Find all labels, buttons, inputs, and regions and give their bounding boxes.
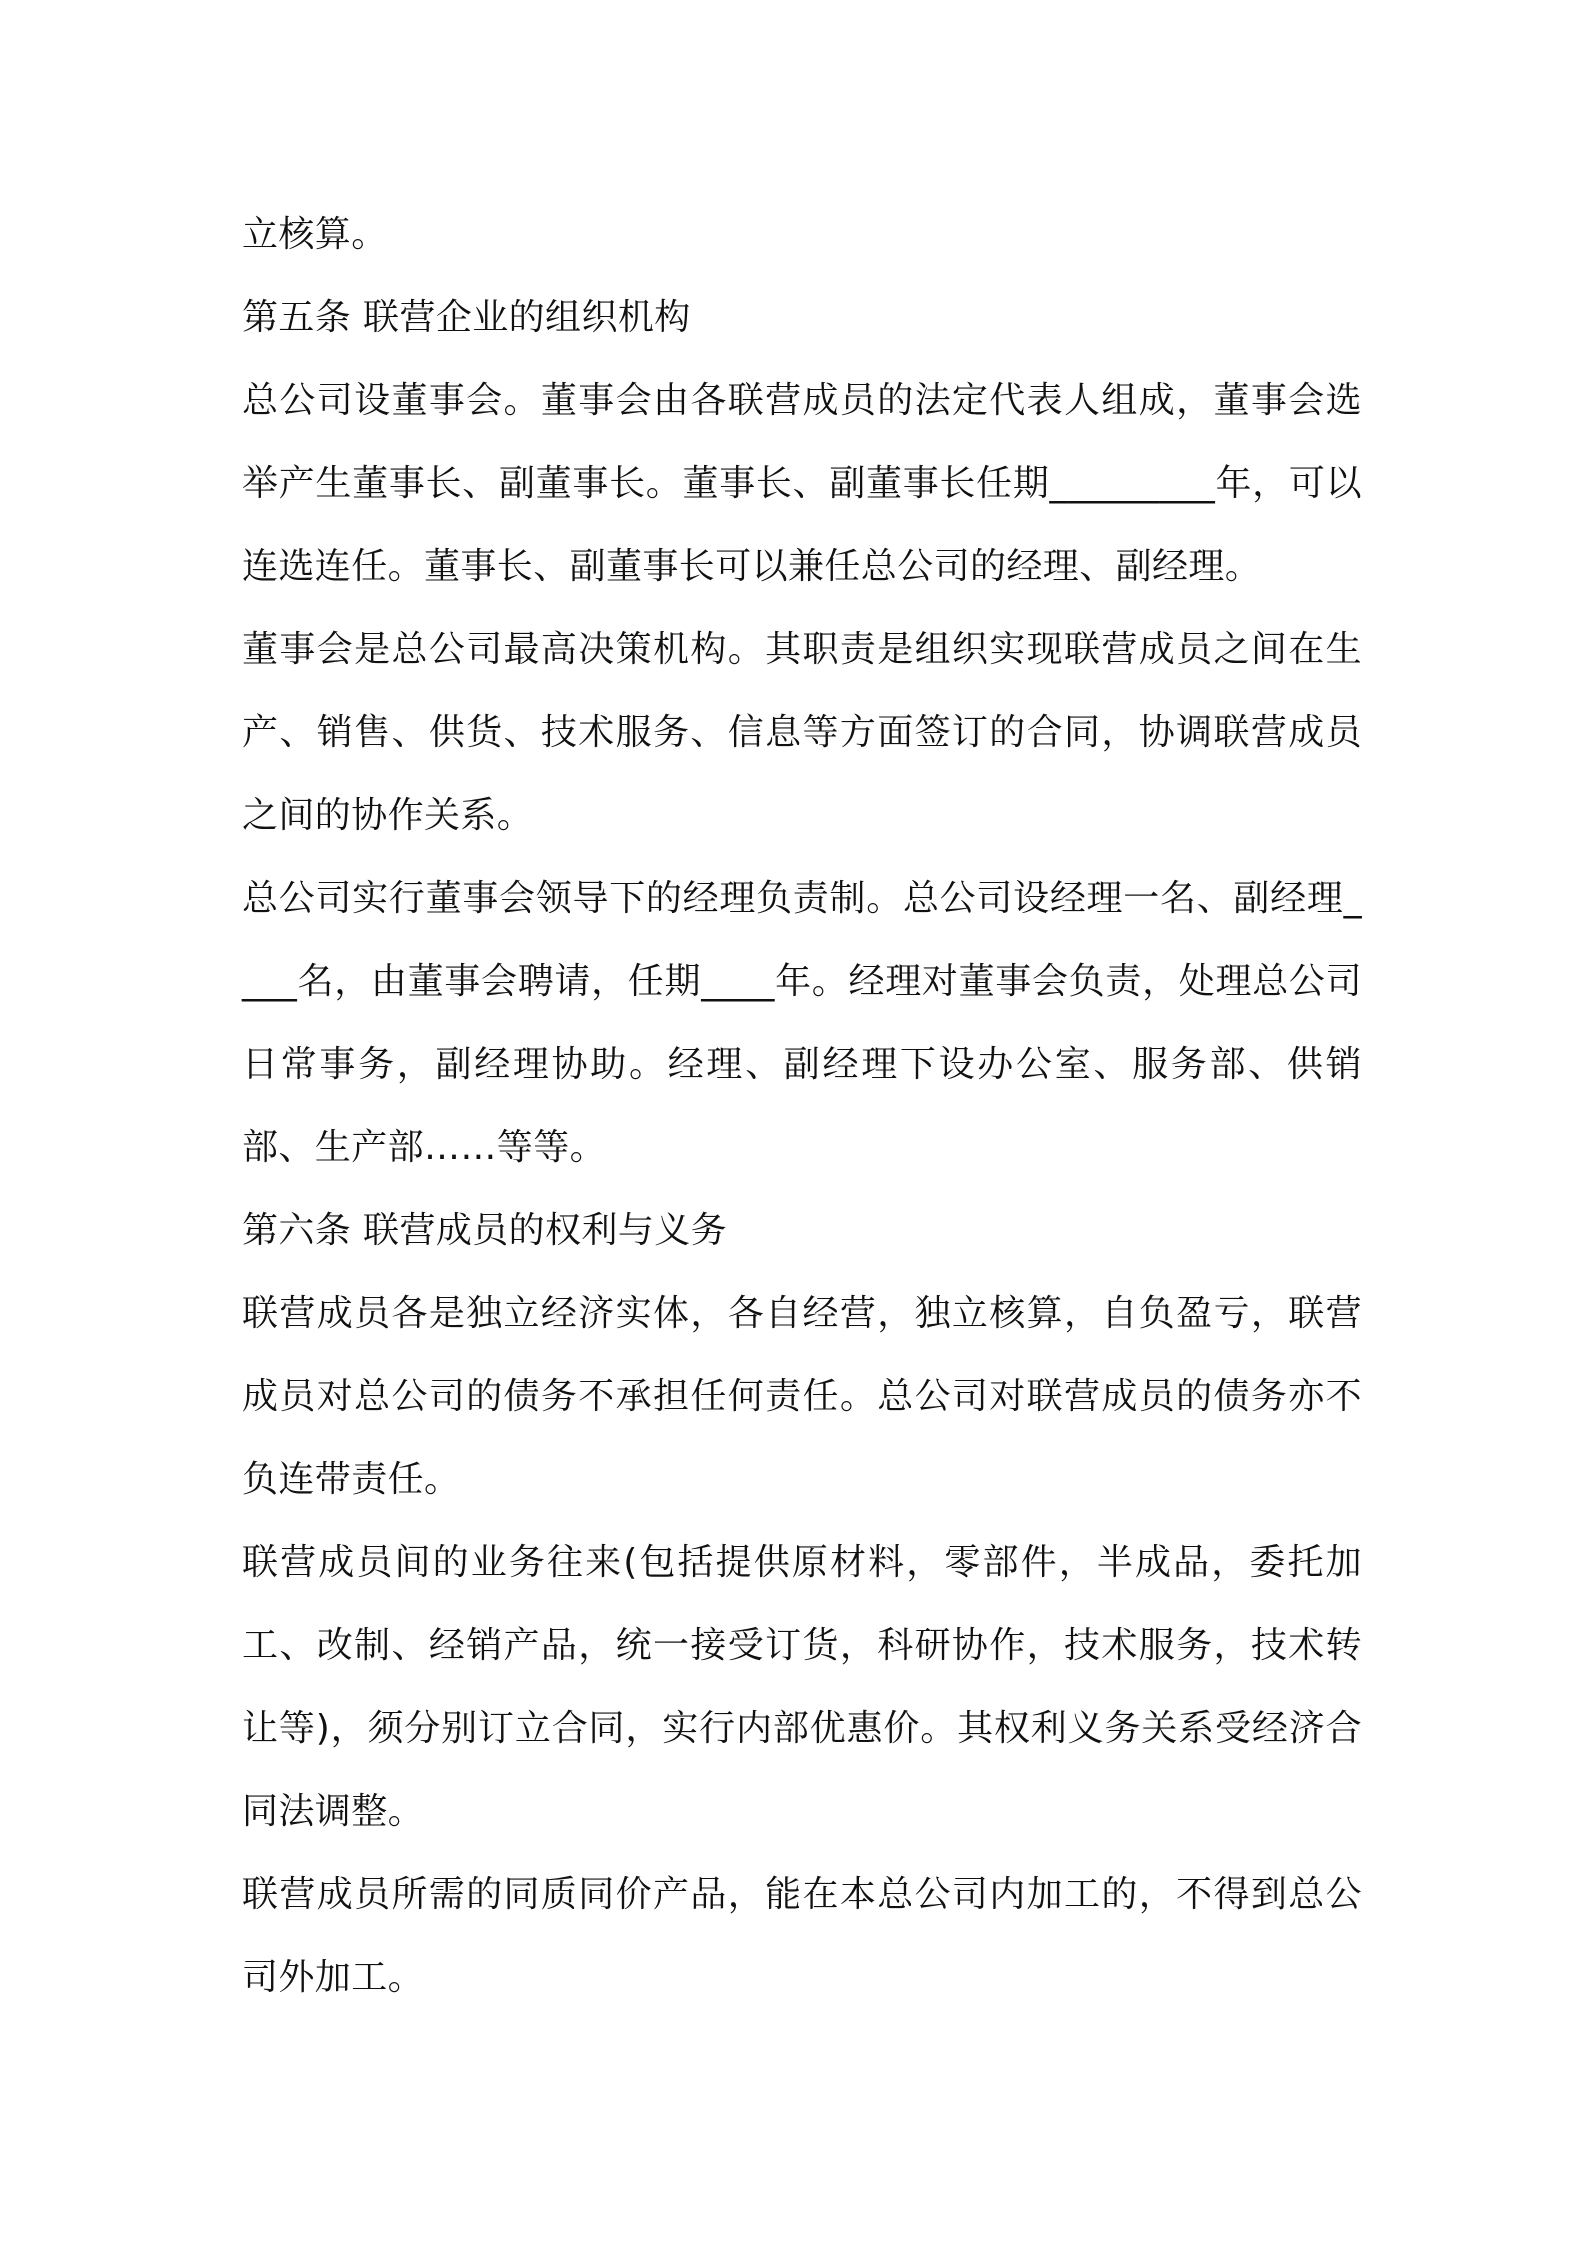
paragraph-continuation: 立核算。	[242, 214, 388, 255]
paragraph-internal-processing: 联营成员所需的同质同价产品，能在本总公司内加工的，不得到总公司外加工。	[242, 1874, 1362, 1998]
article-6-heading: 第六条 联营成员的权利与义务	[242, 1210, 728, 1251]
paragraph-board-composition: 总公司设董事会。董事会由各联营成员的法定代表人组成，董事会选举产生董事长、副董事长。董事长、副董事长任期_________年，可以连选连任。董事长、副董事长可以兼任总公司的经理、副经理。	[242, 380, 1362, 587]
document-body	[242, 193, 1362, 2019]
paragraph-manager-system: 总公司实行董事会领导下的经理负责制。总公司设经理一名、副经理____名，由董事会聘请，任期____年。经理对董事会负责，处理总公司日常事务，副经理协助。经理、副经理下设办公室、服务部、供销部、生产部……等等。	[242, 878, 1362, 1168]
paragraph-member-independence: 联营成员各是独立经济实体，各自经营，独立核算，自负盈亏，联营成员对总公司的债务不承担任何责任。总公司对联营成员的债务亦不负连带责任。	[242, 1293, 1362, 1500]
article-5-heading: 第五条 联营企业的组织机构	[242, 297, 691, 338]
paragraph-member-business: 联营成员间的业务往来(包括提供原材料，零部件，半成品，委托加工、改制、经销产品，统一接受订货，科研协作，技术服务，技术转让等)，须分别订立合同，实行内部优惠价。其权利义务关系受经济合同法调整。	[242, 1542, 1362, 1832]
paragraph-board-duties: 董事会是总公司最高决策机构。其职责是组织实现联营成员之间在生产、销售、供货、技术服务、信息等方面签订的合同，协调联营成员之间的协作关系。	[242, 629, 1362, 836]
